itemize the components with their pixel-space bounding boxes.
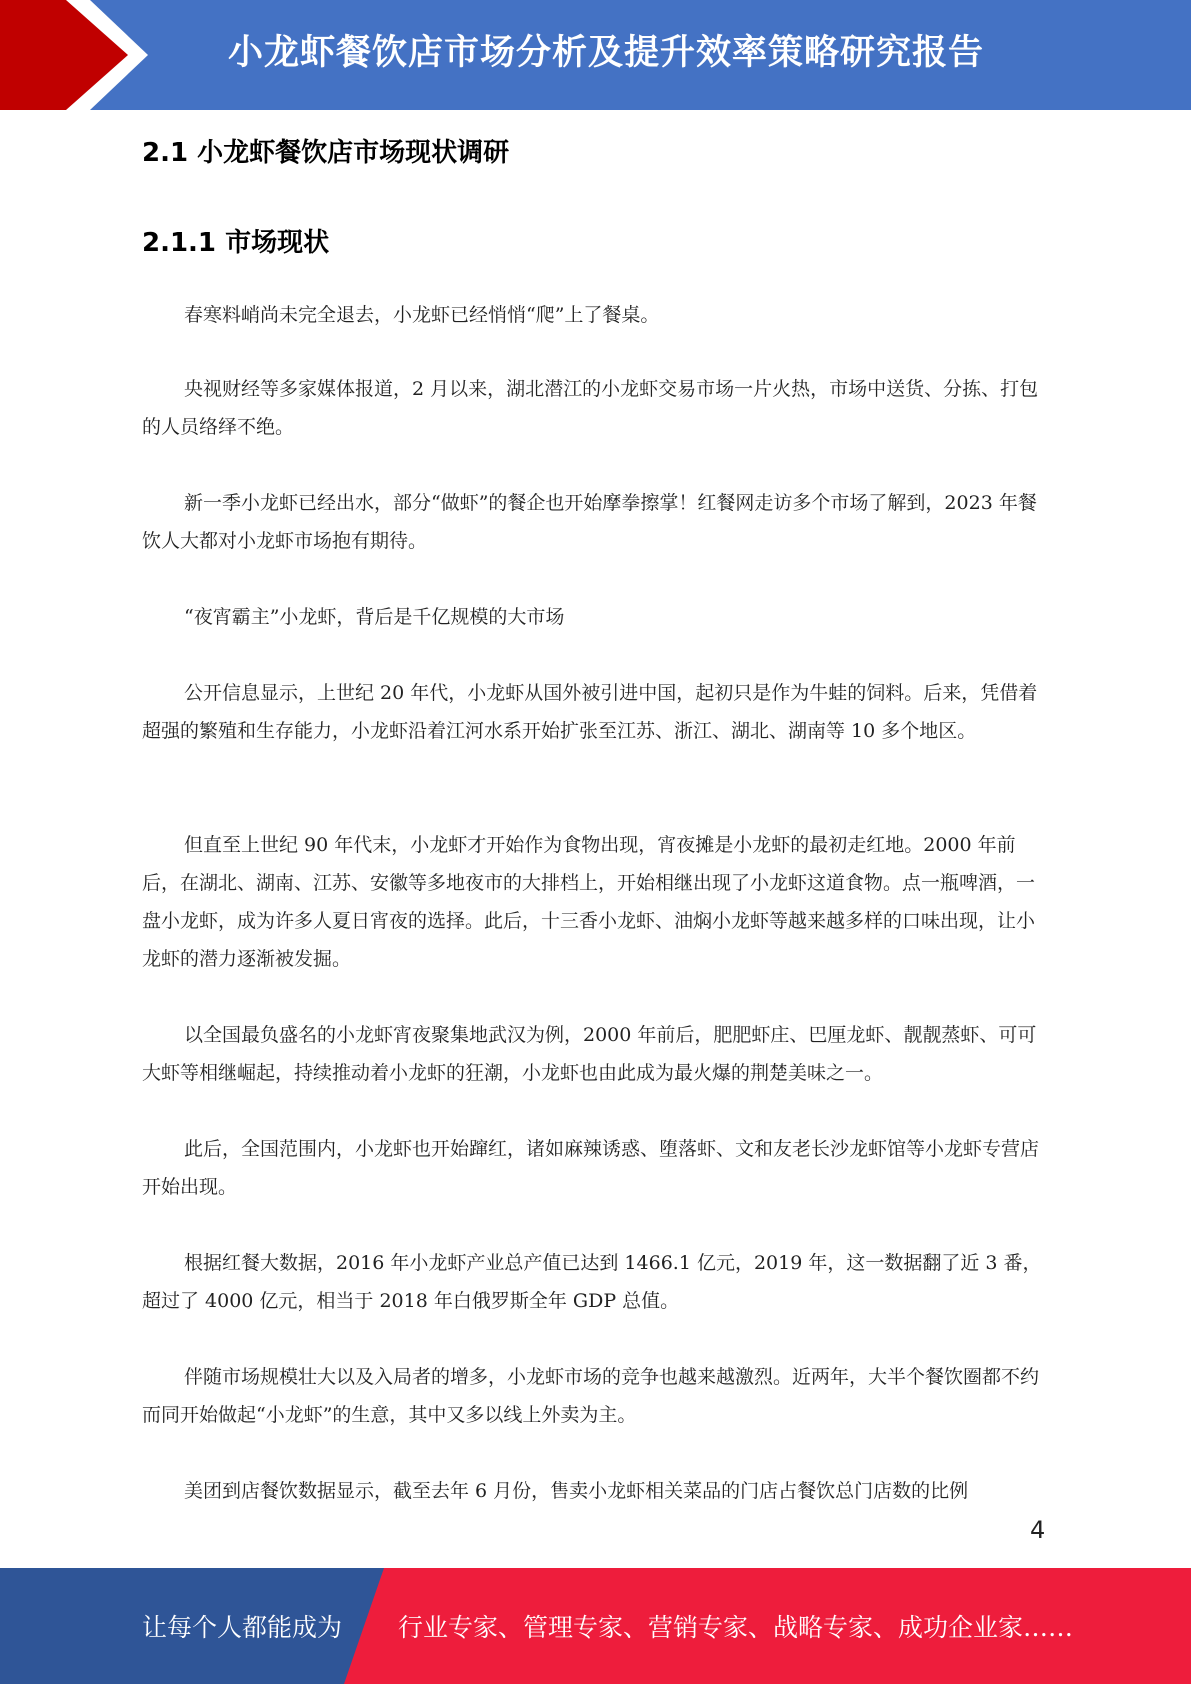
paragraph: 伴随市场规模壮大以及入局者的增多，小龙虾市场的竞争也越来越激烈。近两年，大半个餐饮圈都不约而同开始做起“小龙虾”的生意，其中又多以线上外卖为主。 <box>142 1366 1040 1426</box>
footer-slogan-right: 行业专家、管理专家、营销专家、战略专家、成功企业家…… <box>398 1613 1074 1642</box>
page-footer <box>0 1568 1191 1684</box>
paragraph: 以全国最负盛名的小龙虾宵夜聚集地武汉为例，2000 年前后，肥肥虾庄、巴厘龙虾、靓靓蒸虾、可可大虾等相继崛起，持续推动着小龙虾的狂潮，小龙虾也由此成为最火爆的荆楚美味之一。 <box>142 1024 1037 1084</box>
page-number: 4 <box>1030 1516 1046 1544</box>
footer-slogan-left: 让每个人都能成为 <box>142 1613 343 1642</box>
document-title: 小龙虾餐饮店市场分析及提升效率策略研究报告 <box>228 33 985 73</box>
paragraph: 央视财经等多家媒体报道，2 月以来，湖北潜江的小龙虾交易市场一片火热，市场中送货、分拣、打包的人员络绎不绝。 <box>142 378 1039 438</box>
subsection-heading: 2.1.1 市场现状 <box>142 228 330 258</box>
paragraph: 新一季小龙虾已经出水，部分“做虾”的餐企也开始摩拳擦掌！红餐网走访多个市场了解到，2023 年餐饮人大都对小龙虾市场抱有期待。 <box>142 492 1037 552</box>
paragraph: 根据红餐大数据，2016 年小龙虾产业总产值已达到 1466.1 亿元，2019 年，这一数据翻了近 3 番，超过了 4000 亿元，相当于 2018 年白俄罗斯全年 GDP 总值。 <box>142 1252 1042 1312</box>
paragraph: 但直至上世纪 90 年代末，小龙虾才开始作为食物出现，宵夜摊是小龙虾的最初走红地。2000 年前后，在湖北、湖南、江苏、安徽等多地夜市的大排档上，开始相继出现了小龙虾这道食物。点一瓶啤酒，一盘小龙虾，成为许多人夏日宵夜的选择。此后，十三香小龙虾、油焖小龙虾等越来越多样的口味出现，让小龙虾的潜力逐渐被发掘。 <box>142 834 1036 970</box>
page-header <box>0 0 1191 110</box>
header-arrow-decoration <box>0 0 160 110</box>
paragraph: “夜宵霸主”小龙虾，背后是千亿规模的大市场 <box>184 606 565 628</box>
section-heading: 2.1 小龙虾餐饮店市场现状调研 <box>142 138 510 168</box>
paragraph: 此后，全国范围内，小龙虾也开始蹿红，诸如麻辣诱惑、堕落虾、文和友老长沙龙虾馆等小龙虾专营店开始出现。 <box>142 1138 1040 1198</box>
paragraph: 春寒料峭尚未完全退去，小龙虾已经悄悄“爬”上了餐桌。 <box>184 304 660 326</box>
paragraph: 公开信息显示，上世纪 20 年代，小龙虾从国外被引进中国，起初只是作为牛蛙的饲料。后来，凭借着超强的繁殖和生存能力，小龙虾沿着江河水系开始扩张至江苏、浙江、湖北、湖南等 10 多个地区。 <box>142 682 1038 742</box>
paragraph: 美团到店餐饮数据显示，截至去年 6 月份，售卖小龙虾相关菜品的门店占餐饮总门店数的比例 <box>184 1480 969 1502</box>
